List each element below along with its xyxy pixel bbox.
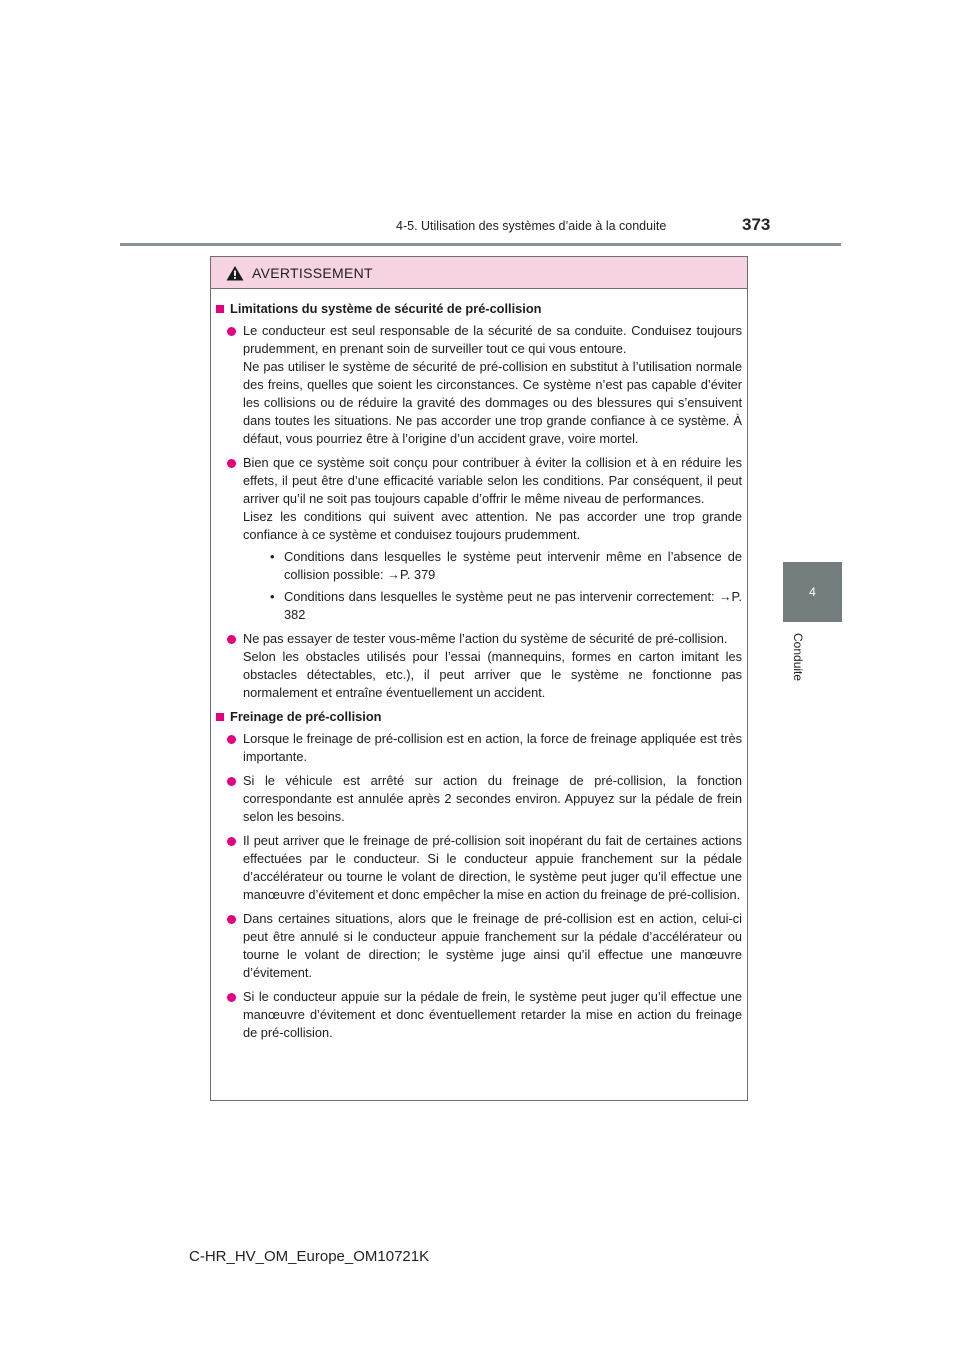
paragraph: Bien que ce système soit conçu pour contribuer à éviter la collision et à en réduire les effets, il peut être d’une efficacité variable selon les conditions. Par conséquent, il peut arriver qu’il ne soit pas toujours capable d’offrir le même niveau de performances. [243,455,742,506]
warning-title: AVERTISSEMENT [252,264,373,281]
square-bullet-icon [216,305,224,313]
warning-triangle-icon [226,265,244,281]
paragraph: Lorsque le freinage de pré-collision est en action, la force de freinage appliquée est très importante. [243,731,742,764]
paragraph: Ne pas utiliser le système de sécurité de pré-collision en substitut à l’utilisation normale des freins, quelles que soient les circonstances. Ce système n’est pas capable d’éviter les collisions ou de réduire la gravité des dommages ou des blessures qui s’ensuivent dans toutes les situations. Ne pas accorder une trop grande confiance à ce système. À défaut, vous pourriez être à l’origine d’un accident grave, voire mortel. [243,359,742,446]
paragraph: Ne pas essayer de tester vous-même l’action du système de sécurité de pré-collision. [243,631,728,646]
paragraph: Le conducteur est seul responsable de la sécurité de sa conduite. Conduisez toujours prudemment, en prenant soin de surveiller tout ce qui vous entoure. [243,323,742,356]
circle-bullet-icon [227,327,236,336]
paragraph: Il peut arriver que le freinage de pré-collision soit inopérant du fait de certaines actions effectuées par le conducteur. Si le conducteur appuie franchement sur la pédale d’accélérateur ou tourne le volant de direction, le système peut juger qu’il effectue une manœuvre d’évitement et donc empêcher la mise en action du freinage de pré-collision. [243,833,742,902]
section-heading-text: Freinage de pré-collision [230,709,382,724]
list-item [216,988,742,1042]
sub-bullet-mark: • [270,589,275,604]
paragraph: Si le véhicule est arrêté sur action du freinage de pré-collision, la fonction correspondante est annulée après 2 secondes environ. Appuyez sur la pédale de frein selon les besoins. [243,773,742,824]
paragraph: Selon les obstacles utilisés pour l’essai (mannequins, formes en carton imitant les obstacles détectables, etc.), il peut arriver que le système ne fonctionne pas normalement et entraîne éventuellement un accident. [243,649,742,700]
warning-header [211,257,747,289]
list-item [216,772,742,826]
circle-bullet-icon [227,837,236,846]
circle-bullet-icon [227,459,236,468]
circle-bullet-icon [227,635,236,644]
section-title: 4-5. Utilisation des systèmes d’aide à la conduite [396,219,667,233]
list-item [216,322,742,448]
circle-bullet-icon [227,993,236,1002]
sub-item-text: Conditions dans lesquelles le système peut ne pas intervenir correctement: [284,589,715,604]
section-heading [216,708,742,726]
sub-item [243,548,742,584]
list-item [216,454,742,624]
header-divider [120,243,841,246]
circle-bullet-icon [227,915,236,924]
sub-item [243,588,742,624]
paragraph: Dans certaines situations, alors que le freinage de pré-collision est en action, celui-ci peut être annulé si le conducteur appuie franchement sur la pédale d’accélérateur ou tourne le volant de direction; le système juge ainsi qu’il effectue une manœuvre d’évitement. [243,911,742,980]
section-heading [216,300,742,318]
circle-bullet-icon [227,777,236,786]
list-item [216,630,742,702]
section-braking [216,708,742,1042]
chapter-number: 4 [809,585,816,599]
chapter-label: Conduite [791,633,805,682]
section-heading-text: Limitations du système de sécurité de pré-collision [230,301,542,316]
sub-bullet-mark: • [270,549,275,564]
square-bullet-icon [216,713,224,721]
section-limitations [216,300,742,702]
warning-body [211,289,747,1042]
list-item [216,910,742,982]
sub-item-text: Conditions dans lesquelles le système peut intervenir même en l’absence de collision possible: [284,549,742,582]
paragraph: Lisez les conditions qui suivent avec attention. Ne pas accorder une trop grande confiance à ce système et conduisez toujours prudemment. [243,509,742,542]
chapter-tab [783,562,842,622]
page-number: 373 [742,215,771,234]
warning-box [210,256,748,1101]
document-code: C-HR_HV_OM_Europe_OM10721K [189,1248,430,1265]
list-item [216,832,742,904]
circle-bullet-icon [227,735,236,744]
page-reference-link[interactable]: →P. 382 [284,589,742,622]
page-reference-link[interactable]: →P. 379 [387,567,436,582]
paragraph: Si le conducteur appuie sur la pédale de frein, le système peut juger qu’il effectue une manœuvre d’évitement et donc éventuellement retarder la mise en action du freinage de pré-collision. [243,989,742,1040]
list-item [216,730,742,766]
